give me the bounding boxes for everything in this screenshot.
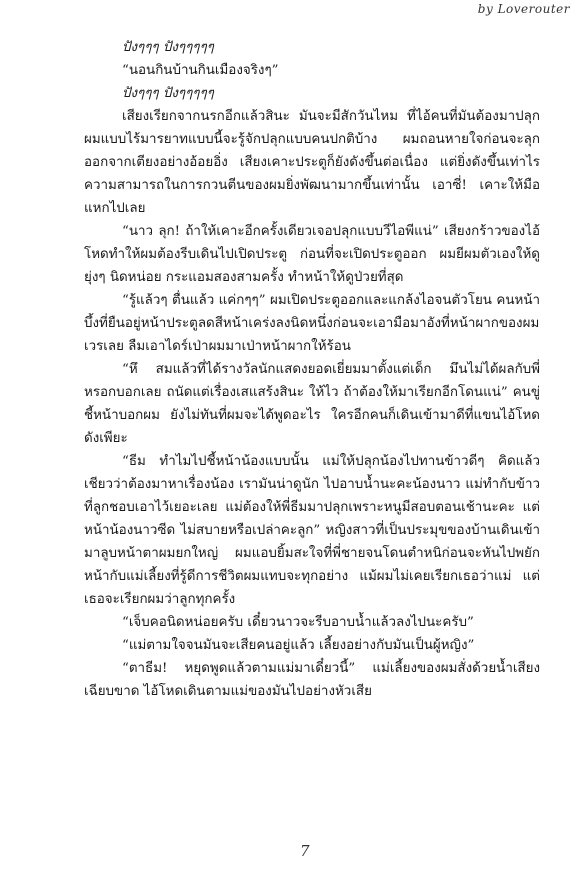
paragraph-dialogue-7: “แม่ตามใจจนมันจะเสียคนอยู่แล้ว เลี้ยงอย่างกับมันเป็นผู้หญิง” xyxy=(122,638,475,653)
author-byline: by Loverouter xyxy=(477,2,570,16)
paragraph-narration-1: เสียงเรียกจากนรกอีกแล้วสินะ มันจะมีสักวันไหม ที่ไอ้คนที่มันต้องมาปลุกผมแบบไร้มารยาทแบบนี้จะรู้จักปลุกแบบคนปกติบ้าง ผมถอนหายใจก่อนจะลุกออกจากเตียงอย่างอ้อยอิ่ง เสียงเคาะประตูก็ยังดังขึ้นต่อเนื่อง แต่ยิ่งดังขึ้นเท่าไร ความสามารถในการกวนตีนของผมยิ่งพัฒนามากขึ้นเท่านั้น เอาซี่! เคาะให้มือแหกไปเลย xyxy=(84,109,540,216)
paragraph-dialogue-5: “ธีม ทำไมไปชี้หน้าน้องแบบนั้น แม่ให้ปลุกน้องไปทานข้าวดีๆ คิดแล้วเชียวว่าต้องมาหาเรื่องน้อง เรามันน่าดูนัก ไปอาบน้ำนะคะน้องนาว แม่ทำกับข้าวที่ลูกชอบเอาไว้เยอะเลย แม่ต้องให้พี่ธีมมาปลุกเพราะหนูมีสอบตอนเช้านะคะ แต่หน้าน้องนาวซีด ไม่สบายหรือเปล่าคะลูก” หญิงสาวที่เป็นประมุขของบ้านเดินเข้ามาลูบหน้าตาผมยกใหญ่ ผมแอบยิ้มสะใจที่พี่ชายจนโดนตำหนิก่อนจะหันไปพยักหน้ากับแม่เลี้ยงที่รู้ดีการชีวิตผมแทบจะทุกอย่าง แม้ผมไม่เคยเรียกเธอว่าแม่ แต่เธอจะเรียกผมว่าลูกทุกครั้ง xyxy=(84,454,540,607)
page-number: 7 xyxy=(300,842,310,860)
story-text xyxy=(84,36,540,703)
paragraph-dialogue-3: “รู้แล้วๆ ตื่นแล้ว แค่กๆๆ” ผมเปิดประตูออกและแกล้งไอจนตัวโยน คนหน้าบึ้งที่ยืนอยู่หน้าประตูลดสีหน้าเคร่งลงนิดหนึ่งก่อนจะเอามือมาอังที่หน้าผากของผม เวรเลย ลืมเอาไดร์เป่าผมมาเป่าหน้าผากให้ร้อน xyxy=(84,293,540,354)
paragraph-dialogue-8: “ตาธีม! หยุดพูดแล้วตามแม่มาเดี๋ยวนี้” แม่เลี้ยงของผมสั่งด้วยน้ำเสียงเฉียบขาด ไอ้โหดเดินตามแม่ของมันไปอย่างหัวเสีย xyxy=(84,661,540,699)
paragraph-dialogue-1: “นอนกินบ้านกินเมืองจริงๆ” xyxy=(122,63,279,78)
paragraph-dialogue-6: “เจ็บคอนิดหน่อยครับ เดี๋ยวนาวจะรีบอาบน้ำแล้วลงไปนะครับ” xyxy=(122,615,474,630)
paragraph-dialogue-4: “หึ สมแล้วที่ได้รางวัลนักแสดงยอดเยี่ยมมาตั้งแต่เด็ก มึนไม่ได้ผลกับพี่หรอกบอกเลย ถนัดแต่เรื่องเสแสร้งสินะ ให้ไว ถ้าต้องให้มาเรียกอีกโดนแน่” คนขู่ชี้หน้าบอกผม ยังไม่ทันที่ผมจะได้พูดอะไร ใครอีกคนก็เดินเข้ามาดีที่แขนไอ้โหดดังเพียะ xyxy=(84,362,540,446)
paragraph-knock-sound-2: ปังๆๆๆ ปังๆๆๆๆๆ xyxy=(122,86,214,101)
paragraph-dialogue-2: “นาว ลุก! ถ้าให้เคาะอีกครั้งเดียวเจอปลุกแบบวีไอพีแน่” เสียงกร้าวของไอ้โหดทำให้ผมต้องรีบเดินไปเปิดประตู ก่อนที่จะเปิดประตูออก ผมยีผมตัวเองให้ดูยุ่งๆ นิดหน่อย กระแอมสองสามครั้ง ทำหน้าให้ดูป่วยที่สุด xyxy=(84,224,540,285)
paragraph-knock-sound-1: ปังๆๆๆ ปังๆๆๆๆๆ xyxy=(122,40,214,55)
